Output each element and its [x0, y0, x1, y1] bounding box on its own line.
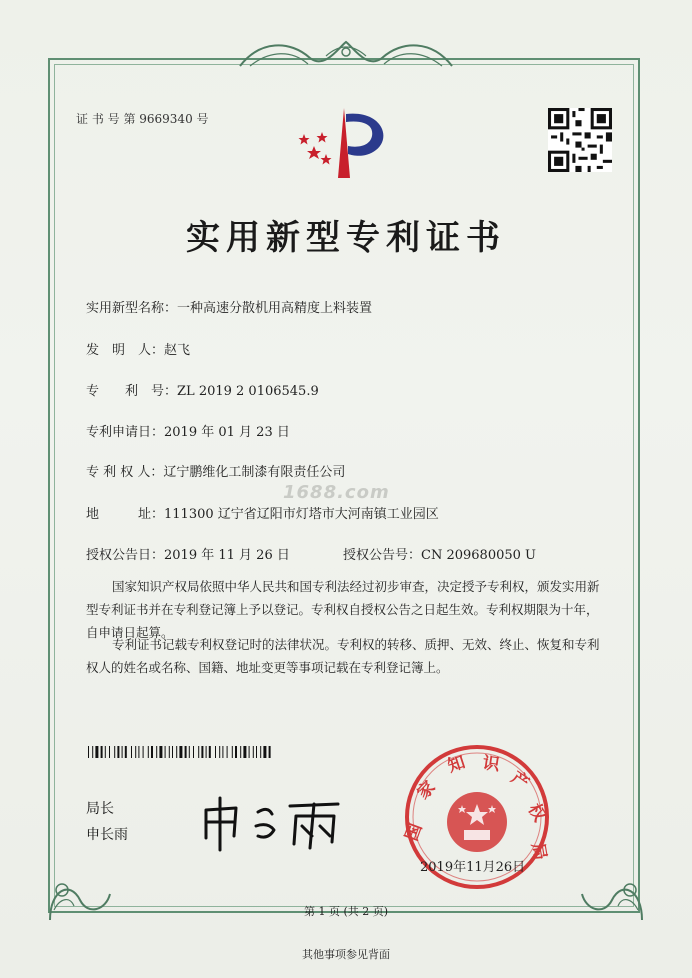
cnipa-logo	[292, 104, 396, 182]
qr-code	[548, 108, 612, 172]
grant-number-row	[343, 544, 536, 563]
patentee-row	[86, 461, 345, 480]
svg-text:产: 产	[507, 767, 533, 794]
certificate-number: 证 书 号 第 9669340 号	[76, 112, 209, 126]
page-number: 第 1 页 (共 2 页)	[303, 905, 389, 918]
legal-paragraph-2: 专利证书记载专利权登记时的法律状况。专利权的转移、质押、无效、终止、恢复和专利权人的姓名或名称、国籍、地址变更等事项记载在专利登记簿上。	[86, 637, 600, 675]
director-name: 申长雨	[86, 827, 128, 843]
grant-number-label: 授权公告号：	[343, 548, 422, 563]
grant-date-label: 授权公告日：	[86, 548, 165, 563]
patent-number-row	[86, 380, 319, 399]
barcode	[88, 746, 272, 758]
certificate-title: 实用新型专利证书	[186, 218, 506, 258]
svg-text:知: 知	[445, 752, 468, 777]
director-title: 局长	[86, 801, 114, 817]
grant-date-row	[86, 544, 290, 563]
patentee-name: 辽宁鹏维化工制漆有限责任公司	[163, 465, 346, 480]
address: 111300 辽宁省辽阳市灯塔市大河南镇工业园区	[164, 507, 439, 522]
footer-note: 其他事项参见背面	[302, 948, 390, 961]
svg-text:局: 局	[527, 841, 550, 862]
utility-model-name: 一种高速分散机用高精度上料装置	[177, 301, 373, 316]
legal-paragraph-1: 国家知识产权局依照中华人民共和国专利法经过初步审查，决定授予专利权，颁发实用新型专利证书并在专利登记簿上予以登记。专利权自授权公告之日起生效。专利权期限为十年，自申请日起算。	[86, 579, 600, 640]
filing-date-row	[86, 421, 290, 440]
top-ornament	[230, 36, 462, 74]
inventor-row	[86, 339, 190, 358]
seal-date: 2019年11月26日	[420, 860, 526, 875]
filing-date-label: 专利申请日：	[86, 425, 165, 440]
grant-date: 2019 年 11 月 26 日	[164, 548, 290, 563]
watermark: 1688.com	[283, 482, 390, 503]
filing-date: 2019 年 01 月 23 日	[164, 425, 290, 440]
patent-number: ZL 2019 2 0106545.9	[177, 384, 319, 399]
inventor-label: 发 明 人：	[86, 343, 165, 358]
utility-model-name-row	[86, 297, 372, 316]
utility-model-name-label: 实用新型名称：	[86, 301, 178, 316]
address-label: 地 址：	[86, 507, 165, 522]
inventor-name: 赵飞	[164, 343, 191, 358]
svg-text:家: 家	[413, 777, 440, 804]
grant-number: CN 209680050 U	[421, 548, 536, 563]
svg-text:国: 国	[402, 820, 427, 844]
handwritten-signature	[198, 792, 348, 854]
svg-text:权: 权	[523, 800, 550, 826]
svg-text:识: 识	[481, 753, 501, 776]
patent-number-label: 专 利 号：	[86, 384, 178, 399]
patentee-label: 专 利 权 人：	[86, 465, 164, 480]
address-row	[86, 503, 439, 522]
